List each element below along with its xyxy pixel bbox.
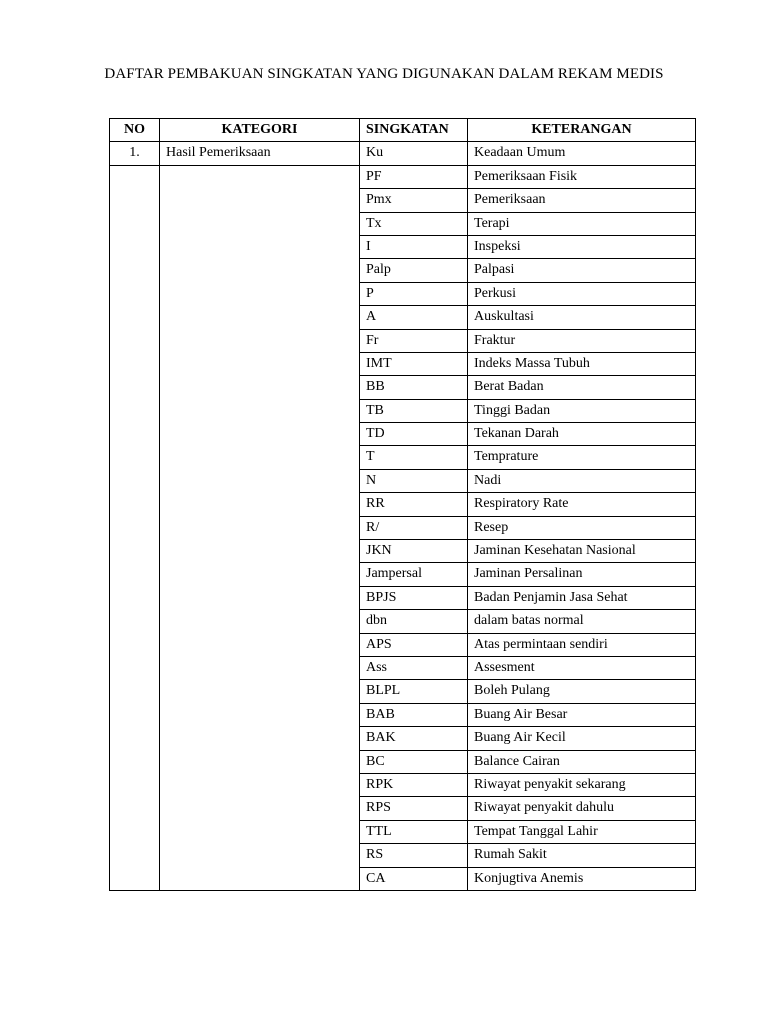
table-row <box>110 165 696 188</box>
cell-keterangan: Indeks Massa Tubuh <box>468 352 696 375</box>
cell-singkatan: TTL <box>360 820 468 843</box>
cell-singkatan: P <box>360 282 468 305</box>
cell-singkatan: APS <box>360 633 468 656</box>
cell-keterangan: Assesment <box>468 656 696 679</box>
cell-singkatan: BPJS <box>360 586 468 609</box>
cell-singkatan: Jampersal <box>360 563 468 586</box>
cell-keterangan: Palpasi <box>468 259 696 282</box>
cell-singkatan: BAB <box>360 703 468 726</box>
cell-singkatan: TD <box>360 423 468 446</box>
cell-keterangan: Resep <box>468 516 696 539</box>
cell-singkatan: PF <box>360 165 468 188</box>
cell-keterangan: Respiratory Rate <box>468 493 696 516</box>
cell-keterangan: Nadi <box>468 469 696 492</box>
cell-singkatan: TB <box>360 399 468 422</box>
cell-singkatan: BLPL <box>360 680 468 703</box>
cell-no-empty <box>110 165 160 890</box>
cell-keterangan: Tempat Tanggal Lahir <box>468 820 696 843</box>
cell-keterangan: Perkusi <box>468 282 696 305</box>
cell-keterangan: Rumah Sakit <box>468 844 696 867</box>
cell-keterangan: Temprature <box>468 446 696 469</box>
cell-singkatan: dbn <box>360 610 468 633</box>
cell-keterangan: Pemeriksaan <box>468 189 696 212</box>
cell-keterangan: Boleh Pulang <box>468 680 696 703</box>
cell-keterangan: Jaminan Persalinan <box>468 563 696 586</box>
cell-keterangan: Badan Penjamin Jasa Sehat <box>468 586 696 609</box>
header-singkatan: SINGKATAN <box>360 119 468 142</box>
cell-keterangan: Keadaan Umum <box>468 142 696 165</box>
cell-keterangan: Konjugtiva Anemis <box>468 867 696 890</box>
cell-singkatan: Tx <box>360 212 468 235</box>
cell-singkatan: RS <box>360 844 468 867</box>
cell-singkatan: T <box>360 446 468 469</box>
cell-keterangan: Buang Air Kecil <box>468 727 696 750</box>
header-kategori: KATEGORI <box>160 119 360 142</box>
cell-singkatan: IMT <box>360 352 468 375</box>
table-header-row <box>110 119 696 142</box>
cell-kategori: Hasil Pemeriksaan <box>160 142 360 165</box>
cell-keterangan: Buang Air Besar <box>468 703 696 726</box>
cell-singkatan: Palp <box>360 259 468 282</box>
cell-keterangan: Balance Cairan <box>468 750 696 773</box>
cell-singkatan: RPS <box>360 797 468 820</box>
cell-kategori-empty <box>160 165 360 890</box>
cell-keterangan: Riwayat penyakit sekarang <box>468 773 696 796</box>
cell-singkatan: I <box>360 235 468 258</box>
cell-no: 1. <box>110 142 160 165</box>
cell-keterangan: Terapi <box>468 212 696 235</box>
cell-singkatan: R/ <box>360 516 468 539</box>
cell-singkatan: Fr <box>360 329 468 352</box>
cell-keterangan: Tekanan Darah <box>468 423 696 446</box>
cell-singkatan: CA <box>360 867 468 890</box>
cell-keterangan: Berat Badan <box>468 376 696 399</box>
cell-singkatan: JKN <box>360 540 468 563</box>
cell-keterangan: Fraktur <box>468 329 696 352</box>
table-body <box>110 142 696 891</box>
cell-keterangan: Tinggi Badan <box>468 399 696 422</box>
cell-singkatan: Ass <box>360 656 468 679</box>
header-keterangan: KETERANGAN <box>468 119 696 142</box>
document-title: DAFTAR PEMBAKUAN SINGKATAN YANG DIGUNAKAN DALAM REKAM MEDIS <box>104 66 664 82</box>
cell-keterangan: Inspeksi <box>468 235 696 258</box>
cell-singkatan: Pmx <box>360 189 468 212</box>
cell-singkatan: RPK <box>360 773 468 796</box>
cell-keterangan: dalam batas normal <box>468 610 696 633</box>
cell-keterangan: Pemeriksaan Fisik <box>468 165 696 188</box>
cell-singkatan: RR <box>360 493 468 516</box>
cell-keterangan: Atas permintaan sendiri <box>468 633 696 656</box>
cell-singkatan: BB <box>360 376 468 399</box>
cell-keterangan: Auskultasi <box>468 306 696 329</box>
cell-singkatan: BC <box>360 750 468 773</box>
table-row <box>110 142 696 165</box>
cell-singkatan: Ku <box>360 142 468 165</box>
header-no: NO <box>110 119 160 142</box>
cell-keterangan: Riwayat penyakit dahulu <box>468 797 696 820</box>
cell-keterangan: Jaminan Kesehatan Nasional <box>468 540 696 563</box>
cell-singkatan: A <box>360 306 468 329</box>
abbreviation-table <box>109 118 696 891</box>
cell-singkatan: BAK <box>360 727 468 750</box>
cell-singkatan: N <box>360 469 468 492</box>
